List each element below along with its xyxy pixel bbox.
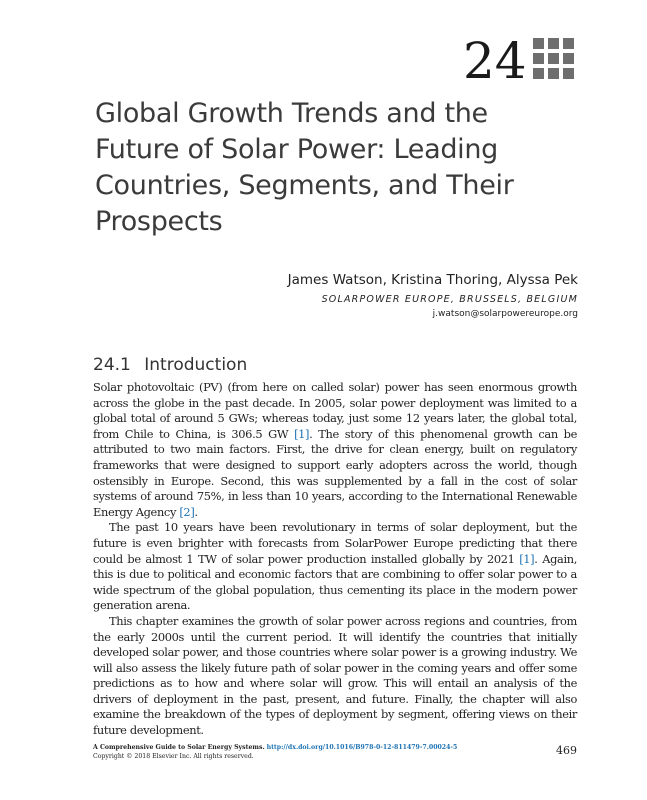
- doi-link[interactable]: http://dx.doi.org/10.1016/B978-0-12-811479-7.00024-5: [266, 744, 458, 751]
- paragraph-text: . The story of this phenomenal growth can be attributed to two main factors. First, the drive for clean energy, built on regulatory frameworks that were designed to support early adopters across the world, though ostensibly in Europe. Second, this was supplemented by a fall in the cost of solar systems of around 75%, in less than 10 years, according to the International Renewable Energy Agency: [93, 426, 577, 519]
- ornament-square: [563, 38, 574, 49]
- section-title: Introduction: [144, 355, 248, 375]
- ornament-square: [548, 68, 559, 79]
- copyright-notice: Copyright © 2018 Elsevier Inc. All rights reserved.: [93, 753, 254, 760]
- ornament-square: [533, 68, 544, 79]
- chapter-number: 24: [463, 32, 527, 90]
- chapter-title: Global Growth Trends and the Future of Solar Power: Leading Countries, Segments, and Their Prospects: [95, 98, 514, 237]
- ornament-square: [533, 38, 544, 49]
- citation-link[interactable]: [1]: [519, 551, 535, 566]
- paragraph: [93, 380, 577, 520]
- ornament-square: [563, 68, 574, 79]
- citation-link[interactable]: [1]: [294, 426, 310, 441]
- paragraph-text: . Again, this is due to political and economic factors that are combining to offer solar power to a wide spectrum of the global population, thus cementing its place in the modern power generation arena.: [93, 551, 578, 613]
- paragraph-text: .: [194, 504, 198, 519]
- paragraph-text: The past 10 years have been revolutionary in terms of solar deployment, but the future is even brighter with forecasts from SolarPower Europe predicting that there could be almost 1 TW of solar power production installed globally by 2021: [93, 520, 577, 566]
- section-heading: [93, 353, 247, 377]
- page-footer: [93, 743, 577, 761]
- paragraph: [93, 520, 577, 614]
- section-number: 24.1: [93, 355, 131, 375]
- book-title: A Comprehensive Guide to Solar Energy Systems.: [93, 744, 265, 751]
- author-list: James Watson, Kristina Thoring, Alyssa Pek: [287, 272, 578, 288]
- ornament-square: [563, 53, 574, 64]
- footer-citation: [93, 743, 577, 752]
- paragraph: This chapter examines the growth of solar power across regions and countries, from the early 2000s until the current period. It will identify the countries that initially developed solar power, and those countries where solar power is a growing industry. We will also assess the likely future path of solar power in the coming years and offer some predictions as to how and where solar will grow. This will entail an analysis of the drivers of deployment in the past, present, and future. Finally, the chapter will also examine the breakdown of the types of deployment by segment, offering views on their future development.: [93, 613, 577, 738]
- paragraph-text: Solar photovoltaic (PV) (from here on called solar) power has seen enormous growth across the globe in the past decade. In 2005, solar power deployment was limited to a global total of around 5 GWs; whereas today, just some 12 years later, the global total, from Chile to China, is 306.5 GW: [93, 380, 577, 441]
- body-text: [93, 380, 577, 739]
- author-email[interactable]: j.watson@solarpowereurope.org: [432, 309, 578, 319]
- ornament-square: [548, 53, 559, 64]
- citation-link[interactable]: [2]: [179, 504, 195, 519]
- chapter-ornament-icon: [533, 38, 574, 79]
- author-affiliation: SOLARPOWER EUROPE, BRUSSELS, BELGIUM: [321, 294, 578, 305]
- ornament-square: [548, 38, 559, 49]
- page-number: 469: [556, 744, 577, 757]
- ornament-square: [533, 53, 544, 64]
